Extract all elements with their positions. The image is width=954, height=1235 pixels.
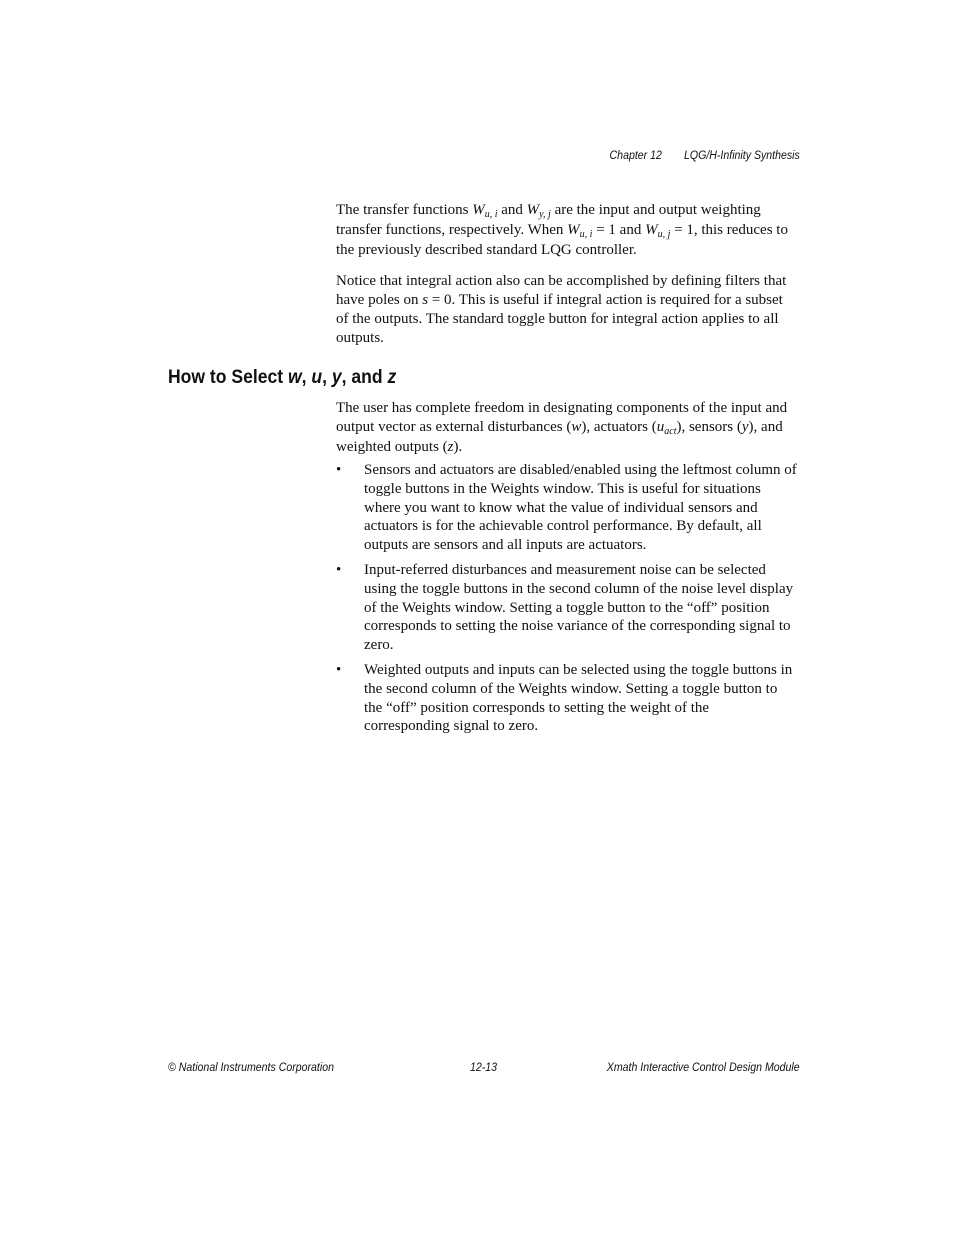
list-item: • Input-referred disturbances and measurement noise can be selected using the toggle buttons in the second column of the noise level display of the Weights window. Setting a toggle button to the “off” position corresponds to setting the noise variance of the corresponding signal to zero. bbox=[336, 561, 794, 654]
footer-page-number: 12-13 bbox=[470, 1062, 498, 1074]
paragraph-weighting-functions: The transfer functions $W_{u, i}$ and $W_{y, j}$ are the input and output weighting transfer functions, respectively. When $W_{u, i} = 1$ and $W_{u, j} = 1$, this reduces to the previously described standard LQG controller. bbox=[336, 202, 788, 258]
bullet-icon: • bbox=[336, 561, 342, 578]
paragraph-designation: The user has complete freedom in designating components of the input and output vector as external disturbances (w), actuators $(u_{act})$, sensors (y), and weighted outputs (z). bbox=[336, 400, 788, 455]
chapter-title: LQG/H-Infinity Synthesis bbox=[684, 150, 800, 162]
section-heading: How to Select w, u, y, and z bbox=[168, 366, 397, 388]
running-header bbox=[610, 150, 800, 162]
bullet-icon: • bbox=[336, 462, 342, 478]
list-item: • Weighted outputs and inputs can be selected using the toggle buttons in the second column of the Weights window. Setting a toggle button to the “off” position corresponds to setting the weight of the corresponding signal to zero. bbox=[336, 661, 793, 735]
footer-copyright: © National Instruments Corporation bbox=[168, 1062, 334, 1074]
list-item: • Sensors and actuators are disabled/enabled using the leftmost column of toggle buttons in the Weights window. This is useful for situations where you want to know what the value of individual sensors and actuators is for the achievable control performance. By default, all outputs are sensors and all inputs are actuators. bbox=[336, 462, 797, 554]
bullet-list bbox=[336, 461, 798, 742]
chapter-label: Chapter 12 bbox=[609, 150, 663, 162]
footer-manual-title: Xmath Interactive Control Design Module bbox=[607, 1062, 800, 1074]
bullet-icon: • bbox=[336, 661, 342, 678]
paragraph-integral-action: Notice that integral action also can be accomplished by defining filters that have poles on s = 0. This is useful if integral action is required for a subset of the outputs. The standard toggle button for integral action applies to all outputs. bbox=[336, 273, 787, 346]
